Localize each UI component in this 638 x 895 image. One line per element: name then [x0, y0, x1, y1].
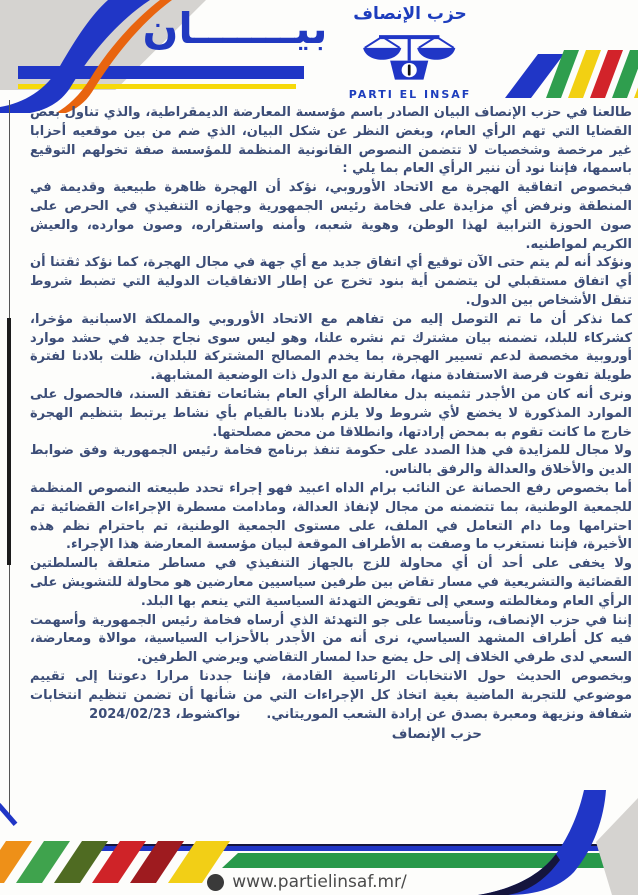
party-name-latin: PARTI EL INSAF: [348, 88, 472, 101]
paragraph: كما نذكر أن ما تم التوصل إليه من تفاهم مع الاتحاد الأوروبي والمملكة الاسبانية مؤخرا، كشركاء للبلد، تضمنه بيان مشترك تم نشره علنا، وهو ليس سوى نجاح جديد في حشد موارد أوروبية مخصصة لدعم تسيير الهجرة، بما يخدم المصالح المشتركة للبلدان، ظلت بلادنا لفترة طويلة تفوت فرصة الاستفادة منها، مقارنة مع الدول ذات الوضعية المشابهة.: [30, 311, 632, 384]
website-dot-icon: [207, 874, 224, 891]
party-name-arabic: حزب الإنصاف: [353, 4, 467, 24]
website-url: www.partielinsaf.mr/: [232, 872, 407, 892]
paragraph: ونؤكد أنه لم يتم حتى الآن توقيع أي اتفاق جديد مع أي جهة في مجال الهجرة، كما نؤكد ثقتنا أن أي اتفاق مستقبلي لن يتضمن أية بنود تخرج عن إطار الاتفاقيات الدولية التي تضبط شروط تنقل الأشخاص بين الدول.: [30, 255, 632, 308]
paragraph: ونرى أنه كان من الأجدر تثمينه بدل مغالطة الرأي العام بشائعات تفتقد السند، فالحصول على الموارد المذكورة لا يخضع لأي شروط ولا يلزم بلادنا بالقيام بأي نشاط يرتبط بتنظيم الهجرة خارج ما كانت تقوم به بمحض إرادتها، وانطلاقا من محض مصلحتها.: [30, 386, 632, 440]
paragraph: إننا في حزب الإنصاف، وتأسيسا على جو التهدئة الذي أرساه فخامة رئيس الجمهورية وأسهمت فيه كل أطراف المشهد السياسي، نرى أنه من الأجدر بالأحزاب السياسية، موالاة ومعارضة، السعي لدى طرفي الخلاف إلى حل يضع حدا لمسار التقاضي ويرضي الطرفين.: [30, 612, 632, 666]
party-logo: [312, 4, 508, 101]
paragraph: ولا يخفى على أحد أن أي محاولة للزج بالجهاز التنفيذي في مساطر متعلقة بالسلطتين القضائية والتشريعية في مسار تقاض بين طرفين سياسيين معارضين هو محاولة للتشويش على الرأي العام ومغالطته وسعي إلى تقويض التهدئة السياسية التي ينعم بها البلد.: [30, 556, 632, 609]
scales-icon: [349, 24, 471, 86]
header-color-stripes-icon: [500, 48, 638, 100]
paragraph: فبخصوص اتفاقية الهجرة مع الاتحاد الأوروبي، نؤكد أن الهجرة ظاهرة طبيعية وقديمة في المنطقة ونرفض أي مزايدة على فخامة رئيس الجمهورية وجهازه التنفيذي في الحرص على صون الحوزة الترابية لهذا الوطن، وهوية شعبه، وأمنه واستقراره، وصون موارده، والعيش الكريم لمواطنيه.: [30, 180, 632, 252]
document-title: بيـــــــان: [142, 4, 328, 53]
dateline: نواكشوط، 2024/02/23: [89, 706, 241, 722]
paragraph: أما بخصوص رفع الحصانة عن النائب برام الداه اعبيد فهو إجراء تحدد طبيعته النصوص المنظمة للجمعية الوطنية، بما تتضمنه من مجال لإنفاذ العدالة، ومادامت مسطرة الإجراءات القضائية تم احترامها وما دام التعامل في الملف، على مستوى الجمعية الوطنية، تم باحترام نظم هذه الأخيرة، فإننا نستغرب ما وصفت به الأطراف الموقعة لبيان مؤسسة المعارضة هذا الإجراء.: [30, 480, 632, 553]
paragraph: ولا مجال للمزايدة في هذا الصدد على حكومة تنفذ برنامج فخامة رئيس الجمهورية وفق ضوابط الدين والأخلاق والعدالة والرفق بالناس.: [30, 443, 632, 478]
paragraph-with-dateline: [30, 668, 632, 724]
statement-body: [0, 100, 638, 828]
footer-swoosh-icon: [478, 790, 638, 895]
paragraph: وبخصوص الحديث حول الانتخابات الرئاسية القادمة، فإننا جددنا مرارا دعوتنا إلى تقييم موضوعي للتجربة الماضية بغية اتخاذ كل الإجراءات التي من شأنها أن تضمن تنظيم انتخابات شفافة ونزيهة ومعبرة بصدق عن إرادة الشعب الموريتاني.: [30, 668, 632, 722]
paragraph: طالعنا في حزب الإنصاف البيان الصادر باسم مؤسسة المعارضة الديمقراطية، والذي تناول بعض القضايا التي تهم الرأي العام، وبغض النظر عن شكل البيان، الذي ضم من بين موقعيه أحزابا غير مرخصة وشخصيات لا تتضمن النصوص القانونية المنظمة للمؤسسة صفة تخولهم التوقيع باسمها، فإننا نود أن ننير الرأي العام بما يلي :: [30, 105, 632, 177]
signature: حزب الإنصاف: [391, 726, 482, 743]
